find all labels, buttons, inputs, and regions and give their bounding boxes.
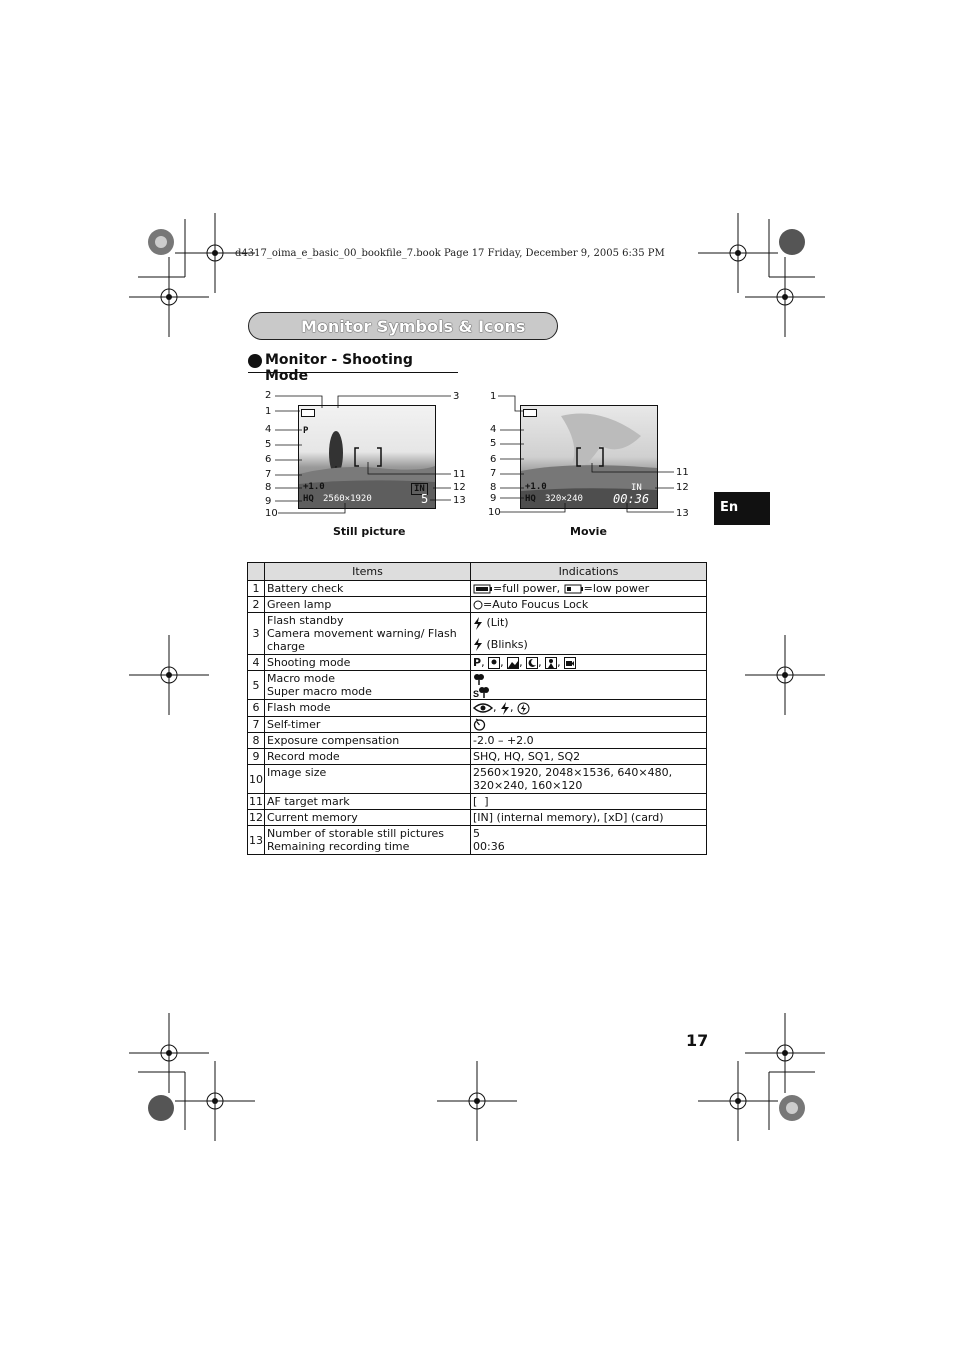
still-image-size: 2560×1920 [323,494,372,504]
program-mode-icon: P [473,656,482,669]
row-number: 3 [248,613,265,655]
indication-line-1: 2560×1920, 2048×1536, 640×480, [473,766,673,779]
still-caption: Still picture [333,525,406,538]
portrait-mode-icon [488,657,500,669]
still-callout-2: 2 [265,390,272,401]
row-indication: P, , , , , [471,655,707,671]
item-line-2: Super macro mode [267,685,372,698]
indication-line-2: 00:36 [473,840,505,853]
table-header-indications: Indications [471,563,707,581]
row-indication [471,716,707,733]
indication-text: (Lit) [486,616,509,629]
file-header: d4317_oima_e_basic_00_bookfile_7.book Page 17 Friday, December 9, 2005 6:35 PM [235,248,665,259]
sports-mode-icon [545,657,557,669]
row-number: 8 [248,733,265,749]
table-row [248,733,707,749]
flash-icon [473,638,483,651]
item-line-2: Remaining recording time [267,840,410,853]
row-indication: [IN] (internal memory), [xD] (card) [471,810,707,826]
still-callout-13: 13 [453,495,466,506]
landscape-mode-icon [507,657,519,669]
table-row [248,810,707,826]
movie-callout-9: 9 [490,493,497,504]
self-timer-icon [473,718,486,731]
row-number: 7 [248,716,265,733]
flash-icon [473,617,483,630]
row-indication [471,613,707,655]
low-battery-icon [564,584,584,594]
item-line-1: Flash standby [267,614,344,627]
row-item: Exposure compensation [265,733,471,749]
table-row [248,700,707,717]
row-indication [471,597,707,613]
still-callout-10: 10 [265,508,278,519]
table-header-items: Items [265,563,471,581]
still-callout-4: 4 [265,424,272,435]
row-number: 10 [248,765,265,794]
row-number: 13 [248,826,265,855]
row-item: AF target mark [265,794,471,810]
movie-callout-5: 5 [490,438,497,449]
full-battery-icon [473,584,493,594]
flash-off-icon [517,702,530,715]
svg-text:S: S [473,689,480,698]
language-tab-label: En [720,500,739,515]
movie-mode-icon [564,657,576,669]
table-row [248,613,707,655]
row-item: Image size [265,765,471,794]
row-number: 9 [248,749,265,765]
movie-callout-10: 10 [488,507,501,518]
still-callout-12: 12 [453,482,466,493]
table-row [248,716,707,733]
row-number: 2 [248,597,265,613]
movie-callout-7: 7 [490,468,497,479]
row-number: 11 [249,795,263,808]
still-callout-7: 7 [265,469,272,480]
row-indication: -2.0 – +2.0 [471,733,707,749]
table-row [248,581,707,597]
movie-exposure-value: +1.0 [525,482,547,492]
row-item: Current memory [265,810,471,826]
subheading-text: Monitor - Shooting Mode [265,352,413,384]
row-item: Green lamp [265,597,471,613]
movie-image-size: 320×240 [545,494,583,504]
movie-callout-11: 11 [676,467,689,478]
row-item [265,613,471,655]
row-item: Battery check [265,581,471,597]
table-header-num [248,563,265,581]
row-indication [471,765,707,794]
still-callout-5: 5 [265,439,272,450]
still-record-mode: HQ [303,494,314,504]
movie-callout-12: 12 [676,482,689,493]
table-row [248,794,707,810]
still-memory: IN [411,483,428,495]
item-line-1: Macro mode [267,672,335,685]
row-item: Shooting mode [265,655,471,671]
row-indication [471,581,707,597]
row-item: Record mode [265,749,471,765]
row-item [265,826,471,855]
row-number: 12 [249,811,263,824]
indication-line-1: 5 [473,827,480,840]
still-exposure-value: +1.0 [303,482,325,492]
indication-text-2: (Blinks) [486,637,528,651]
page-number: 17 [686,1031,709,1050]
row-indication [471,826,707,855]
table-row [248,765,707,794]
movie-caption: Movie [570,525,607,538]
still-callout-9: 9 [265,496,272,507]
row-indication: , , [471,700,707,717]
movie-callout-6: 6 [490,454,497,465]
movie-callout-8: 8 [490,482,497,493]
section-title: Monitor Symbols & Icons [301,317,526,336]
row-number: 6 [248,700,265,717]
row-number: 1 [248,581,265,597]
item-line-1: Number of storable still pictures [267,827,444,840]
row-indication: SHQ, HQ, SQ1, SQ2 [471,749,707,765]
row-item [265,671,471,700]
indication-text: =full power, [493,582,561,595]
table-row [248,597,707,613]
still-count: 5 [421,492,429,506]
indication-text-2: =low power [583,582,650,595]
movie-callout-13: 13 [676,508,689,519]
movie-callout-1: 1 [490,391,497,402]
item-line-2: Camera movement warning/ Flash charge [267,627,457,653]
symbols-table [247,562,707,855]
still-callout-8: 8 [265,482,272,493]
macro-icon [473,673,485,685]
still-callout-3: 3 [453,391,460,402]
row-item: Self-timer [265,716,471,733]
table-header-row [248,563,707,581]
still-callout-11: 11 [453,469,466,480]
super-macro-icon [473,686,489,698]
circle-icon [473,600,483,610]
table-row [248,826,707,855]
row-number: 4 [248,655,265,671]
row-indication: [ ] [471,794,707,810]
red-eye-icon [473,702,493,714]
indication-text: =Auto Foucus Lock [483,598,589,611]
still-callout-6: 6 [265,454,272,465]
movie-memory: IN [631,483,642,493]
movie-time: 00:36 [613,492,650,506]
night-scene-icon [526,657,538,669]
shooting-mode-icon: P [303,426,309,436]
table-row [248,655,707,671]
row-item: Flash mode [265,700,471,717]
table-row [248,671,707,700]
movie-callout-4: 4 [490,424,497,435]
still-callout-1: 1 [265,406,272,417]
movie-leader-lines [0,0,954,600]
fill-flash-icon [500,702,510,715]
movie-record-mode: HQ [525,494,536,504]
row-indication [471,671,707,700]
table-row [248,749,707,765]
indication-line-2: 320×240, 160×120 [473,779,583,792]
row-number: 5 [248,671,265,700]
